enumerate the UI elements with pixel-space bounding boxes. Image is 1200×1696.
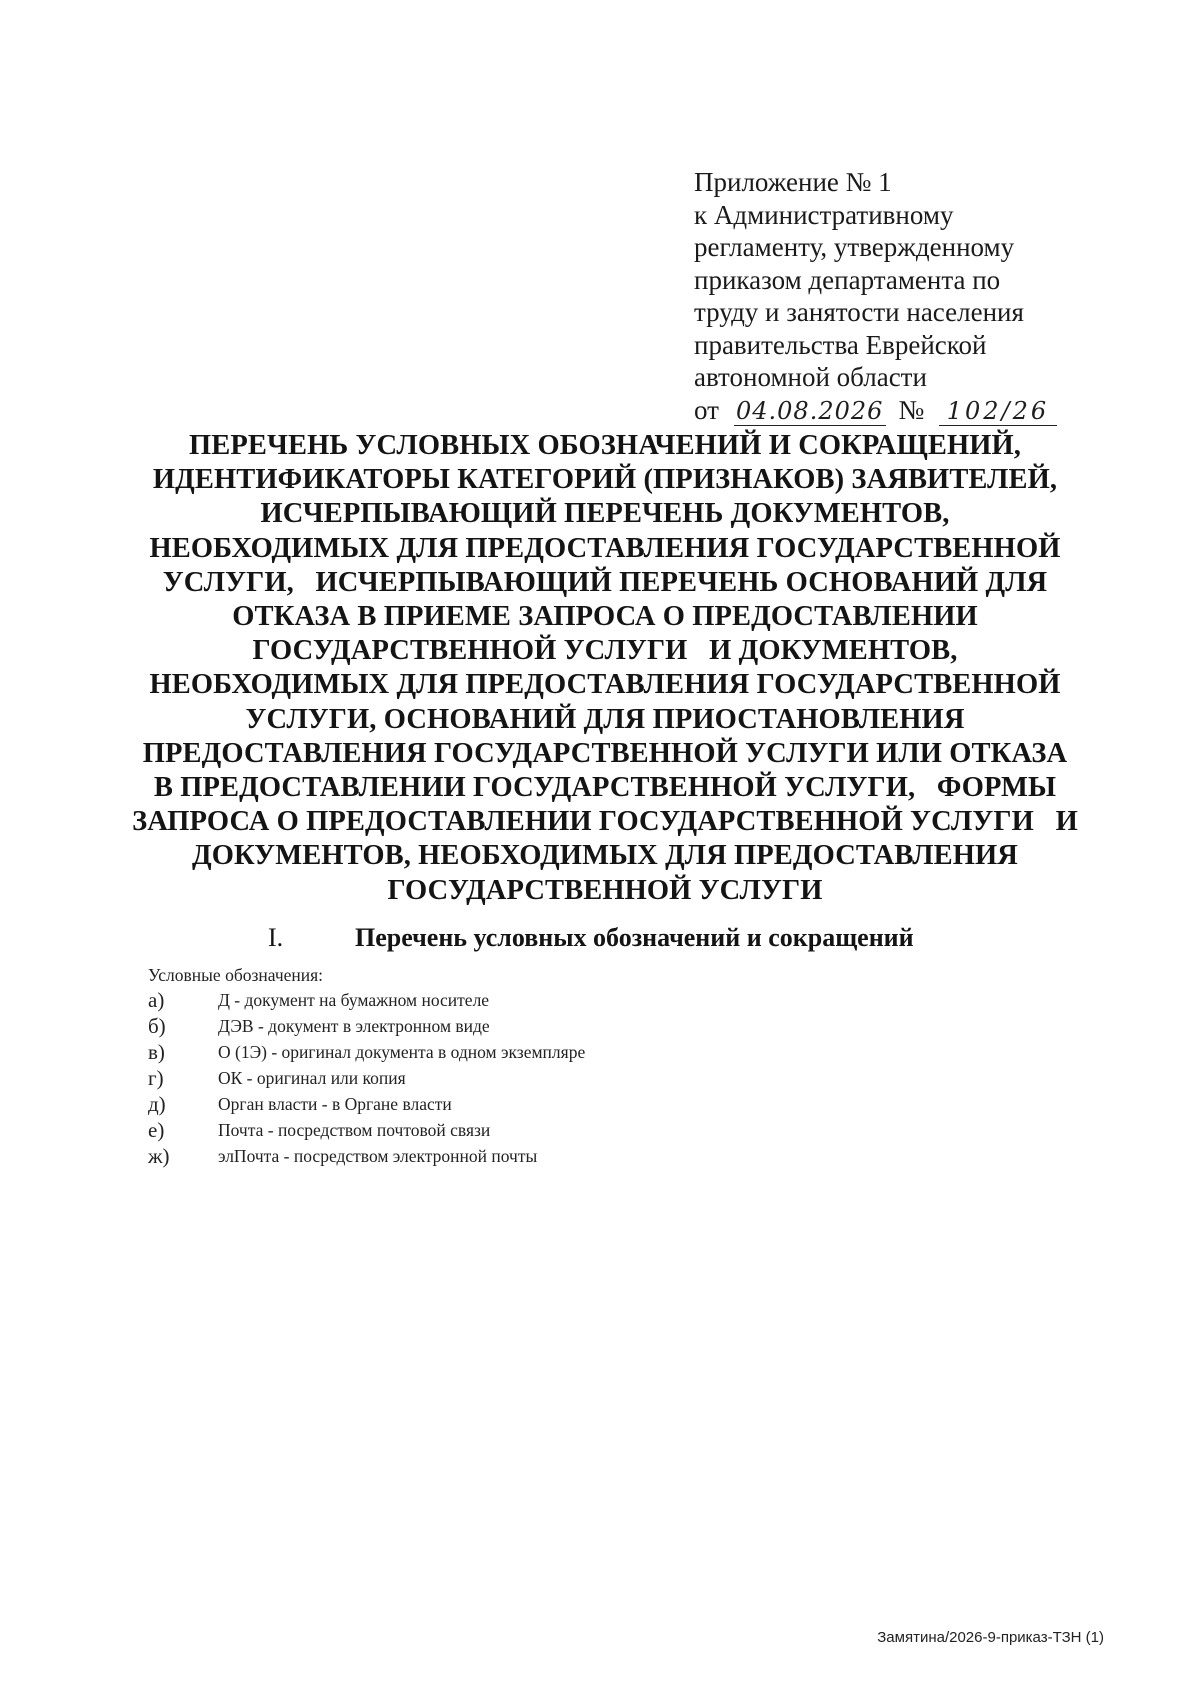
- number-label: №: [898, 394, 925, 425]
- title-line: ГОСУДАРСТВЕННОЙ УСЛУГИ: [387, 874, 823, 906]
- title-line: НЕОБХОДИМЫХ ДЛЯ ПРЕДОСТАВЛЕНИЯ ГОСУДАРСТВЕННОЙ: [149, 669, 1061, 701]
- title-line: ИСЧЕРПЫВАЮЩИЙ ПЕРЕЧЕНЬ ДОКУМЕНТОВ,: [260, 498, 950, 530]
- section-number: I.: [268, 923, 284, 952]
- title-line: ДОКУМЕНТОВ, НЕОБХОДИМЫХ ДЛЯ ПРЕДОСТАВЛЕНИЯ: [192, 840, 1018, 872]
- legend-item-text: Почта - посредством почтовой связи: [218, 1120, 491, 1140]
- legend-item-text: Д - документ на бумажном носителе: [218, 990, 490, 1010]
- legend-item-text: Орган власти - в Органе власти: [218, 1094, 452, 1114]
- appendix-line: приказом департамента по: [694, 264, 1001, 295]
- document-title: [110, 429, 1100, 908]
- legend-item-marker: ж): [148, 1144, 170, 1168]
- appendix-line: Приложение № 1: [694, 167, 892, 197]
- legend-item-marker: д): [148, 1092, 166, 1116]
- legend-item-text: ОК - оригинал или копия: [218, 1068, 406, 1088]
- title-line: ИДЕНТИФИКАТОРЫ КАТЕГОРИЙ (ПРИЗНАКОВ) ЗАЯВИТЕЛЕЙ,: [152, 464, 1058, 496]
- legend-item-marker: е): [148, 1118, 165, 1142]
- appendix-line: правительства Еврейской: [694, 329, 987, 360]
- legend-item-text: О (1Э) - оригинал документа в одном экземпляре: [218, 1042, 586, 1062]
- title-line: ПЕРЕЧЕНЬ УСЛОВНЫХ ОБОЗНАЧЕНИЙ И СОКРАЩЕНИЙ,: [188, 430, 1021, 461]
- title-line: НЕОБХОДИМЫХ ДЛЯ ПРЕДОСТАВЛЕНИЯ ГОСУДАРСТВЕННОЙ: [149, 532, 1061, 564]
- appendix-line: труду и занятости населения: [694, 297, 1024, 327]
- legend-item-text: ДЭВ - документ в электронном виде: [218, 1016, 490, 1036]
- legend-label: Условные обозначения:: [148, 965, 324, 985]
- handwritten-order-number: 102/26: [939, 397, 1057, 426]
- appendix-line: автономной области: [694, 362, 927, 392]
- from-label: от: [694, 394, 719, 425]
- title-line: В ПРЕДОСТАВЛЕНИИ ГОСУДАРСТВЕННОЙ УСЛУГИ, ФОРМЫ: [153, 772, 1057, 804]
- appendix-line: к Административному: [694, 199, 954, 230]
- legend-item-marker: б): [148, 1014, 166, 1038]
- order-date-number-line: [694, 394, 1154, 427]
- legend-item-marker: а): [148, 988, 165, 1012]
- title-line: ЗАПРОСА О ПРЕДОСТАВЛЕНИИ ГОСУДАРСТВЕННОЙ УСЛУГИ И: [132, 806, 1078, 838]
- document-footer-id: Замятина/2026-9-приказ-ТЗН (1): [877, 1629, 1104, 1646]
- title-line: ГОСУДАРСТВЕННОЙ УСЛУГИ И ДОКУМЕНТОВ,: [252, 635, 958, 667]
- handwritten-date: 04.08.2026: [734, 397, 886, 426]
- title-line: УСЛУГИ, ОСНОВАНИЙ ДЛЯ ПРИОСТАНОВЛЕНИЯ: [245, 703, 965, 735]
- legend-item-marker: в): [148, 1040, 165, 1064]
- title-line: УСЛУГИ, ИСЧЕРПЫВАЮЩИЙ ПЕРЕЧЕНЬ ОСНОВАНИЙ ДЛЯ: [162, 566, 1048, 598]
- appendix-line: регламенту, утвержденному: [694, 232, 1015, 262]
- section-title: Перечень условных обозначений и сокращений: [355, 923, 914, 952]
- legend-item-text: элПочта - посредством электронной почты: [218, 1146, 538, 1166]
- title-line: ПРЕДОСТАВЛЕНИЯ ГОСУДАРСТВЕННОЙ УСЛУГИ ИЛИ ОТКАЗА: [142, 737, 1068, 769]
- legend-item-marker: г): [148, 1066, 164, 1090]
- appendix-block: [694, 166, 1154, 426]
- title-line: ОТКАЗА В ПРИЕМЕ ЗАПРОСА О ПРЕДОСТАВЛЕНИИ: [232, 601, 978, 633]
